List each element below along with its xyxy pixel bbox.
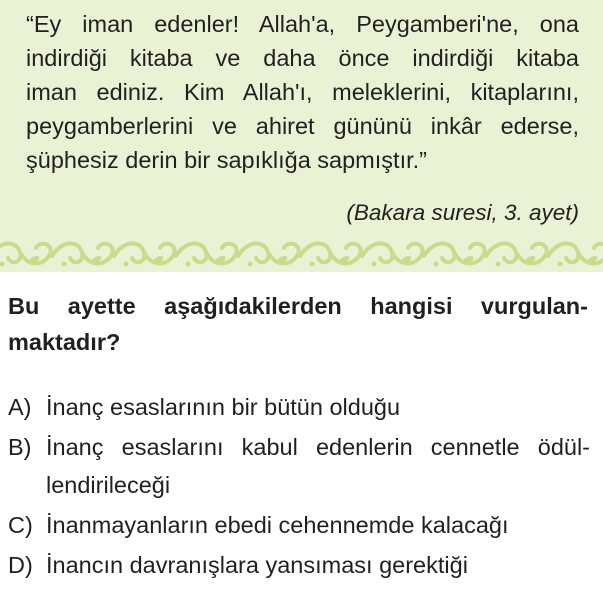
option-letter: C) [8, 512, 33, 538]
floral-border-ornament-icon [0, 234, 603, 272]
verse-line: indirdiği kitaba ve daha önce indirdiği kitaba [26, 45, 579, 71]
ornament-dot [62, 262, 67, 267]
ornament-swirl [52, 243, 113, 263]
ornament-swirl [0, 243, 51, 263]
option-text: İnanç esaslarını kabul edenlerin cennetle ödül- [46, 434, 590, 460]
ornament-dot [124, 262, 129, 267]
ornament-dot [248, 262, 253, 267]
verse-line: şüphesiz derin bir sapıklığa sapmıştır.” [26, 147, 427, 173]
option-text: İnanmayanların ebedi cehennemde kalacağı [46, 512, 509, 538]
question-line: Bu ayette aşağıdakilerden hangisi vurgulan- [8, 293, 588, 319]
option-text: İnanç esaslarının bir bütün olduğu [46, 394, 401, 420]
ornament-swirl [486, 243, 547, 263]
verse-source: (Bakara suresi, 3. ayet) [346, 200, 579, 225]
option-text: İnancın davranışlara yansıması gerektiği [46, 552, 468, 578]
ornament-swirl [238, 243, 299, 263]
option-letter: B) [8, 434, 32, 460]
quote-box [0, 0, 603, 272]
ornament-swirl [300, 243, 361, 263]
ornament-dot [558, 262, 563, 267]
answer-options [8, 388, 590, 586]
ornament-dot [434, 262, 439, 267]
option-letter: A) [8, 394, 32, 420]
option-d[interactable] [8, 546, 590, 584]
option-b[interactable] [8, 428, 590, 504]
question-line: maktadır? [8, 329, 121, 355]
ornament-swirl [362, 243, 423, 263]
question-stem [8, 288, 588, 360]
option-a[interactable] [8, 388, 590, 426]
ornament-dot [310, 262, 315, 267]
ornament-swirl [176, 243, 237, 263]
option-text: lendirileceği [46, 472, 171, 498]
option-letter: D) [8, 552, 33, 578]
ornament-dot [0, 262, 5, 267]
ornament-dot [186, 262, 191, 267]
verse-line: “Ey iman edenler! Allah'a, Peygamberi'ne, ona [26, 11, 579, 37]
ornament-dot [372, 262, 377, 267]
verse-line: peygamberlerini ve ahiret gününü inkâr ederse, [26, 113, 579, 139]
ornament-swirl [424, 243, 485, 263]
ornament-dot [496, 262, 501, 267]
verse-line: iman ediniz. Kim Allah'ı, meleklerini, kitaplarını, [26, 79, 579, 105]
verse-quote [26, 7, 579, 177]
ornament-swirl [114, 243, 175, 263]
option-c[interactable] [8, 506, 590, 544]
